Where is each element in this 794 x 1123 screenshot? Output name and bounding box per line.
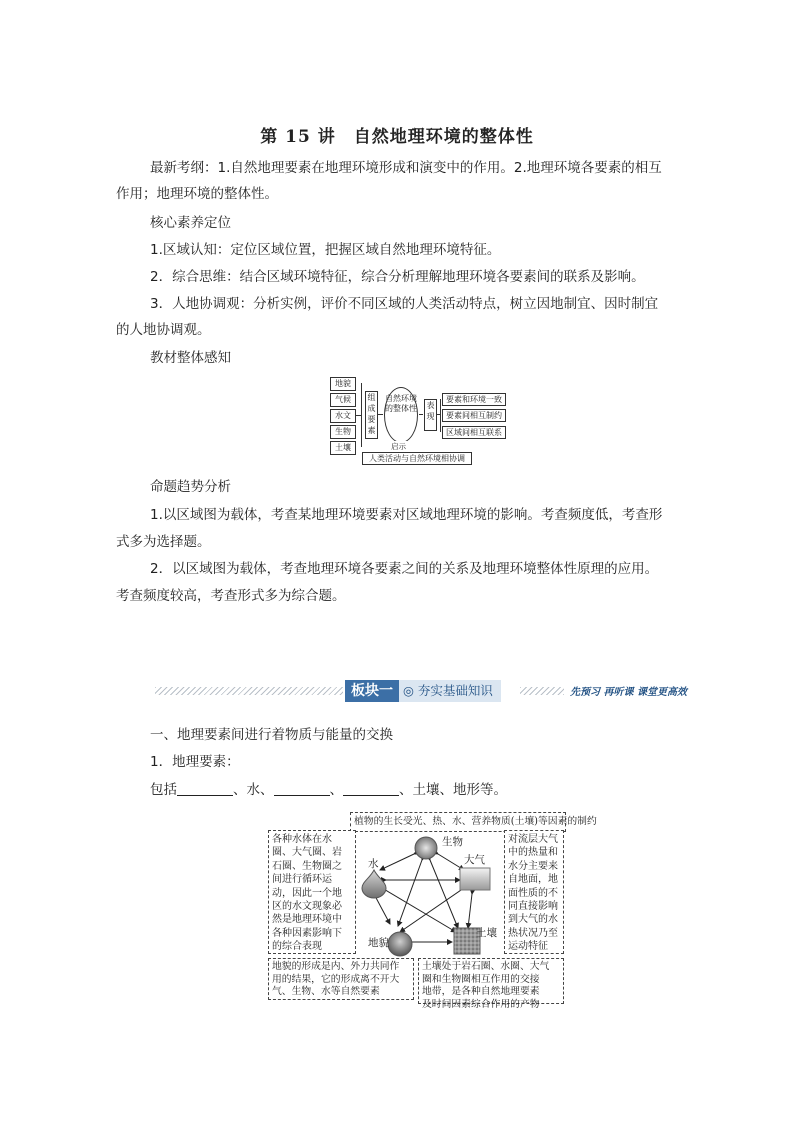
section-1-sub: 1．地理要素： [150, 754, 240, 770]
blank-2[interactable] [274, 781, 330, 796]
fill-sep-1: 、水、 [233, 782, 274, 798]
blank-3[interactable] [343, 781, 399, 796]
element-hydrology: 水文 [330, 409, 356, 423]
result-2: 要素间相互制约 [442, 409, 506, 422]
banner-left-stripe [155, 687, 343, 695]
element-climate: 气候 [330, 393, 356, 407]
section-banner [345, 680, 501, 702]
result-3: 区域间相互联系 [442, 426, 506, 439]
textbook-heading: 教材整体感知 [150, 350, 231, 366]
hint-label: 启示 [391, 442, 406, 451]
express-box: 表现 [424, 399, 437, 431]
element-biology: 生物 [330, 425, 356, 439]
bottom-left-note: 地貌的形成是内、外力共同作 用的结果，它的形成离不开大 气、生物、水等自然要素 [268, 958, 414, 1000]
compose-box: 组成要素 [365, 391, 378, 439]
fill-suffix: 、土壤、地形等。 [399, 782, 507, 798]
banner-subtitle: ◎ 夯实基础知识 [399, 680, 501, 702]
literacy-item-3-line-1: 3．人地协调观：分析实例，评价不同区域的人类活动特点，树立因地制宜、因时制宜 [150, 296, 659, 312]
concept-diagram [328, 375, 508, 467]
right-note: 对流层大气 中的热量和 水分主要来 自地面，地 面性质的不 同直接影响 到大气的水 热状况乃至 运动特征 [504, 830, 564, 954]
section-1-heading: 一、地理要素间进行着物质与能量的交换 [150, 727, 393, 743]
literacy-item-3-line-2: 的人地协调观。 [116, 322, 211, 338]
element-landform: 地貌 [330, 377, 356, 391]
banner-slogan: 先预习 再听课 课堂更高效 [570, 687, 687, 698]
literacy-item-2: 2．综合思维：结合区域环境特征，综合分析理解地理环境各要素间的联系及影响。 [150, 269, 645, 285]
fill-blank-line [150, 778, 507, 802]
node-biology: 生物 [442, 836, 463, 848]
outline-line-1: 最新考纲：1.自然地理要素在地理环境形成和演变中的作用。2.地理环境各要素的相互 [150, 160, 662, 176]
outline-line-2: 作用；地理环境的整体性。 [116, 186, 278, 202]
trend-item-1-line-1: 1.以区域图为载体，考查某地理环境要素对区域地理环境的影响。考查频度低，考查形 [150, 507, 663, 523]
node-landform: 地貌 [368, 937, 389, 949]
water-image [362, 870, 386, 898]
fill-sep-2: 、 [329, 782, 343, 798]
element-soil: 土壤 [330, 441, 356, 455]
center-ellipse: 自然环境的整体性 [384, 387, 418, 443]
bottom-right-note: 土壤处于岩石圈、水圈、大气 圈和生物圈相互作用的交接 地带，是各种自然地理要素 及时间因素综合作用的产物 [418, 958, 564, 1004]
trend-heading: 命题趋势分析 [150, 479, 231, 495]
trend-item-2-line-2: 考查频度较高，考查形式多为综合题。 [116, 588, 346, 604]
page-title: 第 15 讲 自然地理环境的整体性 [260, 127, 534, 147]
trend-item-1-line-2: 式多为选择题。 [116, 534, 211, 550]
trend-item-2-line-1: 2．以区域图为载体，考查地理环境各要素之间的关系及地理环境整体性原理的应用。 [150, 561, 659, 577]
banner-mid-stripe [520, 687, 564, 695]
node-soil: 土壤 [476, 927, 497, 939]
fill-prefix: 包括 [150, 782, 177, 798]
blank-1[interactable] [177, 781, 233, 796]
banner-label: 板块一 [345, 680, 399, 702]
result-1: 要素和环境一致 [442, 393, 506, 406]
elements-figure [268, 808, 597, 1010]
biology-image [415, 837, 437, 859]
literacy-heading: 核心素养定位 [150, 215, 231, 231]
landform-image [388, 932, 412, 956]
top-note: 植物的生长受光、热、水、营养物质(土壤)等因素的制约 [350, 812, 566, 832]
atmosphere-image [460, 868, 490, 890]
literacy-item-1: 1.区域认知：定位区域位置，把握区域自然地理环境特征。 [150, 242, 501, 258]
bottom-box: 人类活动与自然环境相协调 [362, 452, 472, 465]
node-atmosphere: 大气 [464, 854, 485, 866]
left-note: 各种水体在水 圈、大气圈、岩 石圈、生物圈之 间进行循环运 动，因此一个地 区的水文现象必 然是地理环境中 各种因素影响下 的综合表现 [268, 830, 356, 954]
node-water: 水 [368, 858, 379, 870]
